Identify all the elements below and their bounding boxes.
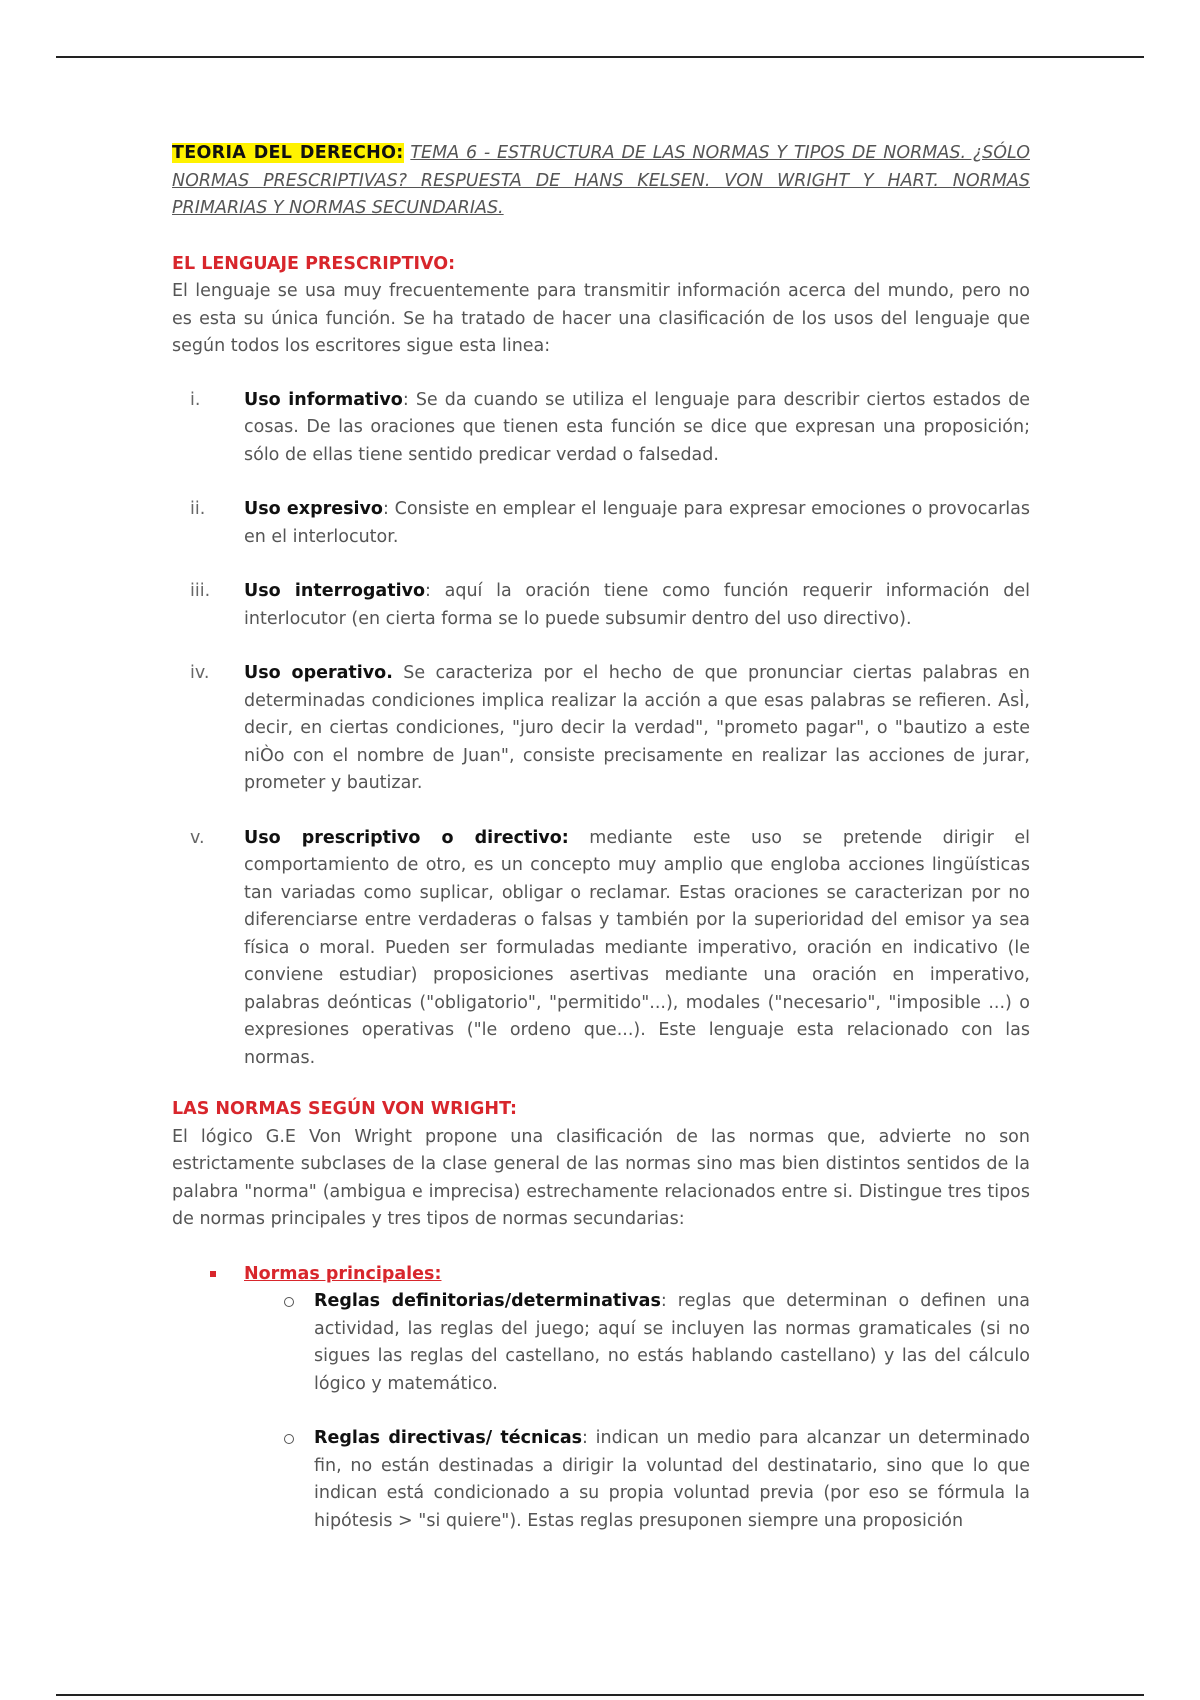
sub-list-item-text: : indican un medio para alcanzar un determinado fin, no están destinadas a dirigir la voluntad del destinatario, sino que lo que indican está condicionado a su propia voluntad previa (por eso se fórmula la hipótesis > "si quiere"). Estas reglas presuponen siempre una proposición [314, 1428, 1030, 1531]
list-item-term: Uso expresivo [244, 499, 383, 519]
bullet-label: Normas principales: [244, 1263, 442, 1284]
list-item-number: v. [190, 827, 205, 848]
list-item-text: mediante este uso se pretende dirigir el comportamiento de otro, es un concepto muy amplio que engloba acciones lingüísticas tan variadas como suplicar, obligar o reclamar. Estas oraciones se caracterizan por no diferenciarse entre verdaderas o falsas y también por la superioridad del emisor ya sea física o moral. Pueden ser formuladas mediante imperativo, oración en indicativo (le conviene estudiar) proposiciones asertivas mediante una oración en imperativo, palabras deónticas ("obligatorio", "permitido"...), modales ("necesario", "imposible ...) o expresiones operativas ("le ordeno que...). Este lenguaje esta relacionado con las normas. [244, 827, 1030, 1068]
list-item-number: iii. [190, 581, 211, 601]
section-intro-von-wright: El lógico G.E Von Wright propone una clasificación de las normas que, advierte no son estrictamente subclases de la clase general de las normas sino mas bien distintos sentidos de la palabra "norma" (ambigua e imprecisa) estrechamente relacionados entre si. Distingue tres tipos de normas principales y tres tipos de normas secundarias: [172, 1126, 1030, 1229]
list-item-number: i. [190, 389, 201, 410]
list-item-text: Se caracteriza por el hecho de que pronunciar ciertas palabras en determinadas condiciones implica realizar la acción a que esas palabras se refieren. AsÌ, decir, en ciertas condiciones, "juro decir la verdad", "prometo pagar", o "bautizo a este niÒo con el nombre de Juan", consiste precisamente en realizar las acciones de jurar, prometer y bautizar. [244, 663, 1030, 793]
title-highlight: TEORIA DEL DERECHO: [172, 143, 404, 163]
list-item [172, 496, 1030, 551]
list-item-number: iv. [190, 663, 210, 683]
usos-del-lenguaje-list [172, 387, 1030, 1073]
section-intro-lenguaje: El lenguaje se usa muy frecuentemente para transmitir información acerca del mundo, pero no es esta su única función. Se ha tratado de hacer una clasificación de los usos del lenguaje que según todos los escritores sigue esta linea: [172, 281, 1030, 356]
list-item-term: Uso operativo. [244, 663, 393, 683]
document-body [172, 140, 1030, 1535]
list-item-separator: : [382, 499, 389, 519]
top-rule [56, 56, 1144, 58]
list-item [172, 825, 1030, 1073]
list-item-term: Uso informativo [244, 389, 403, 410]
title-topic: TEMA 6 - ESTRUCTURA DE LAS NORMAS Y TIPOS DE NORMAS. ¿SÓLO NORMAS PRESCRIPTIVAS? RESPUESTA DE HANS KELSEN. VON WRIGHT Y HART. NORMAS PRIMARIAS Y NORMAS SECUNDARIAS. [172, 143, 1030, 218]
sub-list-item-term: Reglas directivas/ técnicas [314, 1428, 583, 1448]
list-item-separator: : [402, 389, 409, 410]
list-item-term: Uso interrogativo [244, 581, 425, 601]
list-item [172, 578, 1030, 633]
bottom-rule [56, 1694, 1144, 1696]
list-item-separator: : [425, 581, 431, 601]
sub-list-item-term: Reglas definitorias/determinativas [314, 1291, 661, 1311]
list-item-text: Se da cuando se utiliza el lenguaje para describir ciertos estados de cosas. De las oraciones que tienen esta función se dice que expresan una proposición; sólo de ellas tiene sentido predicar verdad o falsedad. [244, 389, 1030, 465]
section-heading-lenguaje-prescriptivo: EL LENGUAJE PRESCRIPTIVO: [172, 253, 456, 274]
sub-list-item-text: : reglas que determinan o definen una actividad, las reglas del juego; aquí se incluyen las normas gramaticales (si no sigues las reglas del castellano, no estás hablando castellano) y las del cálculo lógico y matemático. [314, 1291, 1030, 1394]
list-item-text: Consiste en emplear el lenguaje para expresar emociones o provocarlas en el interlocutor. [244, 499, 1030, 547]
list-item [172, 660, 1030, 798]
list-item-text: aquí la oración tiene como función requerir información del interlocutor (en cierta forma se lo puede subsumir dentro del uso directivo). [244, 581, 1030, 629]
bullet-normas-principales [172, 1261, 1030, 1289]
sub-list-item [172, 1425, 1030, 1535]
square-bullet-icon [210, 1271, 216, 1277]
sub-list-item [172, 1288, 1030, 1398]
list-item-term: Uso prescriptivo o directivo: [244, 827, 569, 848]
list-item [172, 387, 1030, 470]
circle-bullet-icon [284, 1297, 294, 1307]
document-title [172, 140, 1030, 223]
circle-bullet-icon [284, 1434, 294, 1444]
list-item-number: ii. [190, 499, 206, 519]
section-heading-von-wright: LAS NORMAS SEGÚN VON WRIGHT: [172, 1099, 518, 1119]
